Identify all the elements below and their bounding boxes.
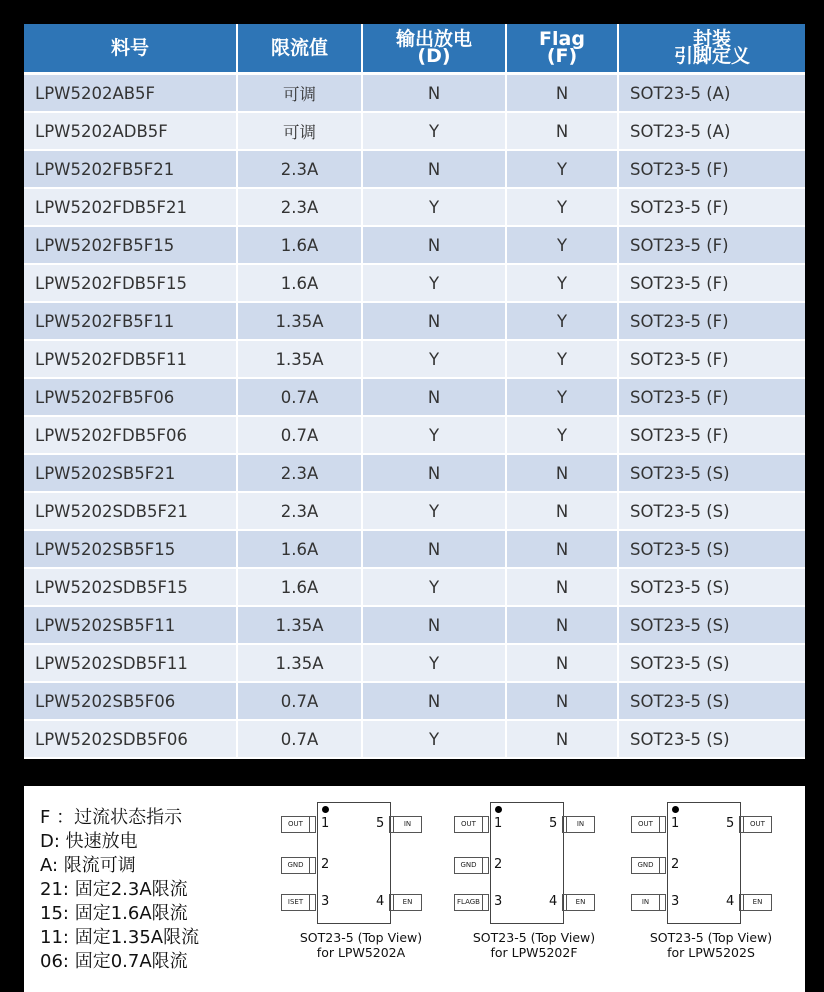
cell-flag: N — [507, 531, 619, 569]
cell-flag: N — [507, 607, 619, 645]
cell-discharge: Y — [363, 113, 507, 151]
table-header-row — [24, 24, 805, 75]
header-discharge — [363, 24, 507, 75]
table-row — [24, 417, 805, 455]
cell-package: SOT23-5 (S) — [619, 645, 805, 683]
cell-package: SOT23-5 (A) — [619, 113, 805, 151]
cell-flag: Y — [507, 265, 619, 303]
cell-discharge: N — [363, 227, 507, 265]
caption-line-1: SOT23-5 (Top View) — [649, 930, 773, 945]
table-row — [24, 531, 805, 569]
cell-package: SOT23-5 (S) — [619, 683, 805, 721]
table-row — [24, 645, 805, 683]
header-sublabel: (D) — [417, 45, 451, 67]
cell-part-number: LPW5202AB5F — [24, 75, 238, 113]
cell-flag: Y — [507, 379, 619, 417]
cell-part-number: LPW5202SB5F15 — [24, 531, 238, 569]
pin-lead — [310, 894, 316, 911]
cell-discharge: Y — [363, 417, 507, 455]
pin-label-4: EN — [743, 894, 772, 911]
cell-flag: N — [507, 645, 619, 683]
cell-flag: N — [507, 493, 619, 531]
pin-number: 3 — [321, 894, 330, 909]
cell-package: SOT23-5 (F) — [619, 341, 805, 379]
cell-current-limit: 0.7A — [238, 379, 363, 417]
table-row — [24, 607, 805, 645]
pin-lead — [562, 816, 568, 833]
cell-discharge: N — [363, 531, 507, 569]
cell-current-limit: 1.6A — [238, 569, 363, 607]
cell-part-number: LPW5202FB5F11 — [24, 303, 238, 341]
header-label: 封装 — [692, 28, 731, 50]
cell-discharge: Y — [363, 265, 507, 303]
pin-label-2: GND — [454, 857, 483, 874]
suffix-legend — [40, 806, 199, 974]
pin-label-3: FLAGB — [454, 894, 483, 911]
cell-flag: Y — [507, 417, 619, 455]
cell-discharge: Y — [363, 645, 507, 683]
cell-package: SOT23-5 (S) — [619, 493, 805, 531]
legend-item: D: 快速放电 — [40, 831, 138, 852]
pin-lead — [389, 894, 395, 911]
cell-current-limit: 1.35A — [238, 645, 363, 683]
pin-lead — [389, 816, 395, 833]
cell-current-limit: 1.6A — [238, 227, 363, 265]
pin-number: 3 — [494, 894, 503, 909]
cell-package: SOT23-5 (F) — [619, 265, 805, 303]
header-label: 料号 — [110, 37, 149, 59]
legend-panel — [24, 786, 805, 992]
package-caption — [626, 930, 796, 960]
cell-flag: N — [507, 455, 619, 493]
cell-flag: Y — [507, 303, 619, 341]
pin-label-2: GND — [631, 857, 660, 874]
pin-label-4: EN — [566, 894, 595, 911]
pin-number: 4 — [376, 894, 385, 909]
cell-part-number: LPW5202SDB5F15 — [24, 569, 238, 607]
table-row — [24, 303, 805, 341]
cell-flag: N — [507, 721, 619, 759]
pin1-marker-icon — [495, 806, 502, 813]
cell-current-limit: 2.3A — [238, 151, 363, 189]
caption-line-2: for LPW5202F — [490, 945, 578, 960]
cell-discharge: Y — [363, 721, 507, 759]
cell-discharge: Y — [363, 493, 507, 531]
caption-line-2: for LPW5202S — [667, 945, 755, 960]
cell-discharge: N — [363, 683, 507, 721]
cell-flag: Y — [507, 189, 619, 227]
cell-part-number: LPW5202SDB5F06 — [24, 721, 238, 759]
table-row — [24, 227, 805, 265]
table-row — [24, 189, 805, 227]
pin-label-1: OUT — [281, 816, 310, 833]
table-row — [24, 265, 805, 303]
cell-flag: N — [507, 569, 619, 607]
cell-package: SOT23-5 (S) — [619, 531, 805, 569]
pin-number: 4 — [726, 894, 735, 909]
header-sublabel: 引脚定义 — [673, 45, 750, 67]
table-row — [24, 721, 805, 759]
cell-part-number: LPW5202FDB5F06 — [24, 417, 238, 455]
cell-package: SOT23-5 (F) — [619, 379, 805, 417]
cell-discharge: N — [363, 75, 507, 113]
cell-discharge: Y — [363, 569, 507, 607]
cell-current-limit: 可调 — [238, 113, 363, 151]
pin-label-1: OUT — [454, 816, 483, 833]
pin-lead — [562, 894, 568, 911]
cell-current-limit: 2.3A — [238, 493, 363, 531]
pin-number: 3 — [671, 894, 680, 909]
pin-label-3: ISET — [281, 894, 310, 911]
header-current-limit — [238, 24, 363, 75]
cell-package: SOT23-5 (S) — [619, 455, 805, 493]
cell-package: SOT23-5 (S) — [619, 569, 805, 607]
cell-part-number: LPW5202FB5F06 — [24, 379, 238, 417]
pin-label-5: IN — [393, 816, 422, 833]
cell-package: SOT23-5 (A) — [619, 75, 805, 113]
cell-current-limit: 0.7A — [238, 683, 363, 721]
sot23-5-pinout-diagram — [276, 802, 446, 972]
legend-item: A: 限流可调 — [40, 855, 136, 876]
pin-label-1: OUT — [631, 816, 660, 833]
header-label: 限流值 — [270, 37, 328, 59]
pin-lead — [483, 894, 489, 911]
header-label: Flag — [539, 28, 585, 50]
cell-current-limit: 可调 — [238, 75, 363, 113]
cell-current-limit: 1.35A — [238, 607, 363, 645]
table-row — [24, 75, 805, 113]
cell-part-number: LPW5202SB5F06 — [24, 683, 238, 721]
header-part-number — [24, 24, 238, 75]
pin-lead — [483, 816, 489, 833]
table-row — [24, 493, 805, 531]
cell-part-number: LPW5202FB5F21 — [24, 151, 238, 189]
pin-label-5: IN — [566, 816, 595, 833]
pin-number: 4 — [549, 894, 558, 909]
sot23-5-pinout-diagram — [626, 802, 796, 972]
pin-number: 5 — [549, 816, 558, 831]
cell-current-limit: 1.6A — [238, 265, 363, 303]
cell-part-number: LPW5202FB5F15 — [24, 227, 238, 265]
cell-part-number: LPW5202FDB5F15 — [24, 265, 238, 303]
pin-label-2: GND — [281, 857, 310, 874]
cell-part-number: LPW5202ADB5F — [24, 113, 238, 151]
pin-lead — [739, 894, 745, 911]
cell-discharge: N — [363, 455, 507, 493]
cell-current-limit: 1.35A — [238, 303, 363, 341]
cell-flag: Y — [507, 227, 619, 265]
cell-package: SOT23-5 (S) — [619, 607, 805, 645]
cell-part-number: LPW5202FDB5F11 — [24, 341, 238, 379]
pin-lead — [483, 857, 489, 874]
pin-lead — [660, 816, 666, 833]
pin1-marker-icon — [322, 806, 329, 813]
pin-label-3: IN — [631, 894, 660, 911]
pin-number: 2 — [321, 857, 330, 872]
cell-current-limit: 0.7A — [238, 721, 363, 759]
cell-discharge: Y — [363, 341, 507, 379]
caption-line-1: SOT23-5 (Top View) — [299, 930, 423, 945]
part-selection-table — [24, 24, 805, 759]
pin-number: 1 — [671, 816, 680, 831]
cell-flag: N — [507, 683, 619, 721]
pin-lead — [660, 857, 666, 874]
table-row — [24, 341, 805, 379]
cell-flag: N — [507, 113, 619, 151]
pin-lead — [310, 816, 316, 833]
cell-discharge: N — [363, 379, 507, 417]
legend-item: F ：过流状态指示 — [40, 807, 183, 828]
pin-lead — [739, 816, 745, 833]
table-row — [24, 569, 805, 607]
cell-flag: Y — [507, 151, 619, 189]
parts-table — [24, 24, 805, 759]
legend-item: 15: 固定1.6A限流 — [40, 903, 188, 924]
pin-number: 1 — [494, 816, 503, 831]
caption-line-2: for LPW5202A — [316, 945, 406, 960]
pin-number: 2 — [494, 857, 503, 872]
legend-item: 21: 固定2.3A限流 — [40, 879, 188, 900]
pin-number: 1 — [321, 816, 330, 831]
cell-discharge: Y — [363, 189, 507, 227]
cell-current-limit: 2.3A — [238, 189, 363, 227]
sot23-5-pinout-diagram — [449, 802, 619, 972]
header-label: 输出放电 — [395, 28, 472, 50]
table-row — [24, 113, 805, 151]
header-sublabel: (F) — [546, 45, 578, 67]
legend-item: 06: 固定0.7A限流 — [40, 951, 188, 972]
cell-package: SOT23-5 (F) — [619, 303, 805, 341]
cell-discharge: N — [363, 607, 507, 645]
cell-part-number: LPW5202SB5F11 — [24, 607, 238, 645]
cell-flag: N — [507, 75, 619, 113]
package-caption — [449, 930, 619, 960]
cell-discharge: N — [363, 303, 507, 341]
cell-package: SOT23-5 (F) — [619, 227, 805, 265]
pin-number: 5 — [726, 816, 735, 831]
cell-part-number: LPW5202SDB5F11 — [24, 645, 238, 683]
pin1-marker-icon — [672, 806, 679, 813]
cell-part-number: LPW5202FDB5F21 — [24, 189, 238, 227]
table-row — [24, 379, 805, 417]
cell-current-limit: 0.7A — [238, 417, 363, 455]
header-package — [619, 24, 805, 75]
cell-part-number: LPW5202SB5F21 — [24, 455, 238, 493]
cell-package: SOT23-5 (F) — [619, 417, 805, 455]
package-caption — [276, 930, 446, 960]
cell-current-limit: 2.3A — [238, 455, 363, 493]
legend-item: 11: 固定1.35A限流 — [40, 927, 200, 948]
pin-lead — [660, 894, 666, 911]
cell-package: SOT23-5 (S) — [619, 721, 805, 759]
table-row — [24, 151, 805, 189]
cell-current-limit: 1.35A — [238, 341, 363, 379]
cell-discharge: N — [363, 151, 507, 189]
pin-number: 5 — [376, 816, 385, 831]
cell-current-limit: 1.6A — [238, 531, 363, 569]
cell-package: SOT23-5 (F) — [619, 151, 805, 189]
pin-number: 2 — [671, 857, 680, 872]
header-flag — [507, 24, 619, 75]
cell-part-number: LPW5202SDB5F21 — [24, 493, 238, 531]
pin-lead — [310, 857, 316, 874]
table-row — [24, 683, 805, 721]
pin-label-5: OUT — [743, 816, 772, 833]
caption-line-1: SOT23-5 (Top View) — [472, 930, 596, 945]
pin-label-4: EN — [393, 894, 422, 911]
cell-flag: Y — [507, 341, 619, 379]
cell-package: SOT23-5 (F) — [619, 189, 805, 227]
table-row — [24, 455, 805, 493]
